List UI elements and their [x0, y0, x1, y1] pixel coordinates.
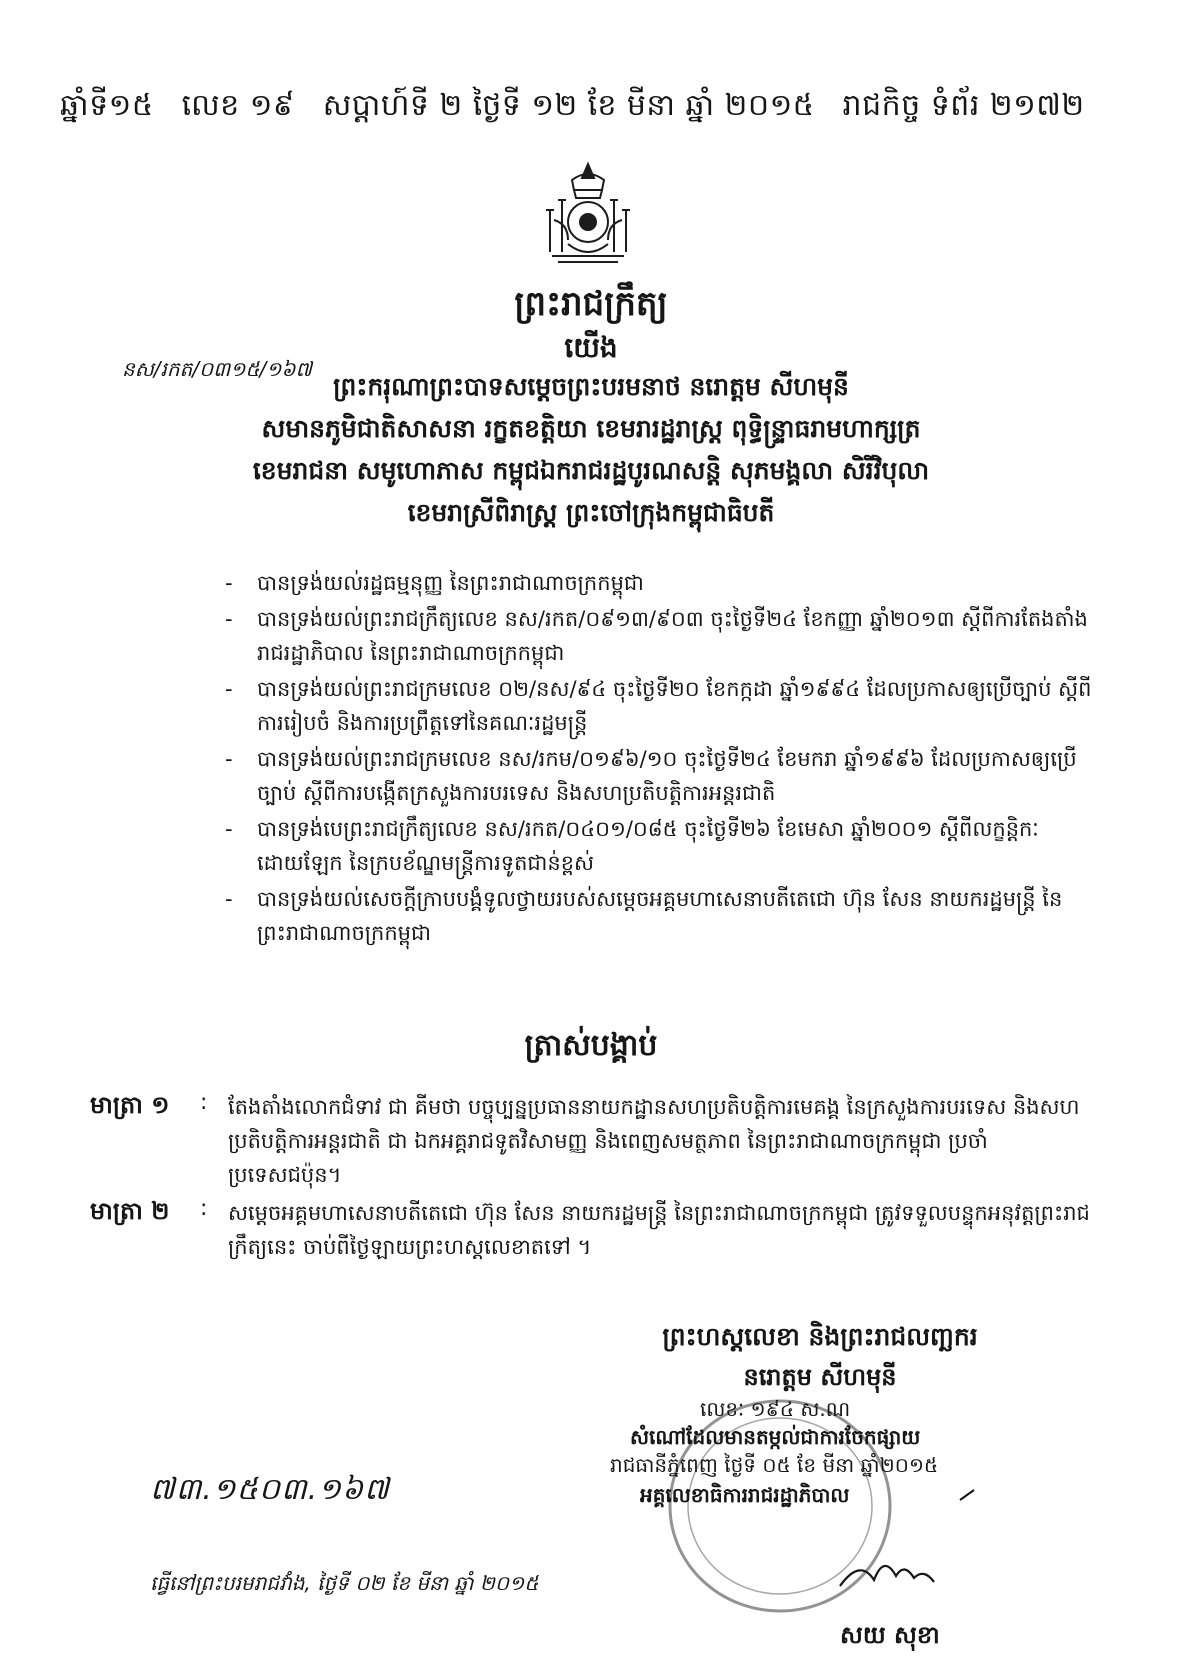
article-2: មាត្រា ២ : សម្តេចអគ្គមហាសេនាបតីតេជោ ហ៊ុន សែន នាយករដ្ឋមន្ត្រី នៃព្រះរាជាណាចក្រកម្ពុជា ត្រូវទទួលបន្ទុកអនុវត្តព្រះរាជក្រឹត្យនេះ ចាប់ពីថ្ងៃឡាយព្រះហស្តលេខាតទៅ ។	[90, 1196, 1100, 1264]
article-1-label: មាត្រា ១	[90, 1091, 170, 1119]
royal-signature-name: នរោត្តម សីហមុនី	[743, 1363, 897, 1391]
stamp-number: លេខៈ ១៩៤ ស.ណ	[700, 1397, 851, 1421]
decides-heading: ត្រាស់បង្គាប់	[524, 1028, 658, 1063]
gazette-issue: លេខ ១៩	[181, 88, 295, 123]
royal-title-line-1: ព្រះករុណាព្រះបាទសម្តេចព្រះបរមនាថ នរោត្តម សីហមុនី	[333, 372, 849, 401]
royal-emblem-icon	[528, 160, 648, 270]
gazette-year: ឆ្នាំទី១៥	[60, 88, 154, 123]
stamp-signer-name: សយ សុខា	[840, 1621, 940, 1649]
we-heading: យើង	[564, 331, 618, 364]
stamp-line-3: អគ្គលេខាធិការរាជរដ្ឋាភិបាល	[640, 1483, 850, 1507]
handwritten-registration-number: ៧៣.១៥០៣.១៦៧	[150, 1472, 390, 1507]
list-item: - បានទ្រង់យល់រដ្ឋធម្មនុញ្ញ នៃព្រះរាជាណាចក្រកម្ពុជា	[225, 571, 644, 595]
decree-reference-number: នស/រកត/០៣១៥/១៦៧	[122, 357, 312, 381]
royal-title-line-4: ខេមរាស្រីពិរាស្ត្រ ព្រះចៅក្រុងកម្ពុជាធិបតី	[407, 498, 775, 527]
gazette-week-date: សប្តាហ៍ទី ២ ថ្ងៃទី ១២ ខែ មីនា ឆ្នាំ ២០១៥	[322, 88, 815, 123]
article-1-text: តែងតាំងលោកជំទាវ ជា គីមថា បច្ចុប្បន្នប្រធាននាយកដ្ឋានសហប្រតិបត្តិការមេគង្គ នៃក្រសួងការបរទេស និងសហប្រតិបត្តិការអន្តរជាតិ ជា ឯកអគ្គរាជទូតវិសាមញ្ញ និងពេញសមត្ថភាព នៃព្រះរាជាណាចក្រកម្ពុជា ប្រចាំប្រទេសជប៉ុន។	[228, 1095, 1080, 1187]
list-item: - បានទ្រង់យល់ព្រះរាជក្រមលេខ នស/រកម/០១៩៦/១០ ចុះថ្ងៃទី២៤ ខែមករា ឆ្នាំ១៩៩៦ ដែលប្រកាសឲ្យប្រើច្បាប់ ស្តីពីការបង្កើតក្រសួងការបរទេស និងសហប្រតិបត្តិការអន្តរជាតិ	[225, 747, 1077, 805]
royal-signature-title: ព្រះហស្តលេខា និងព្រះរាជលញ្ឆករ	[662, 1322, 978, 1351]
article-2-label: មាត្រា ២	[90, 1197, 170, 1225]
stamp-line-1: សំណៅដែលមានតម្កល់ជាការចែកផ្សាយ	[630, 1425, 921, 1449]
list-item: - បានទ្រង់បេព្រះរាជក្រឹត្យលេខ នស/រកត/០៤០១/០៨៥ ចុះថ្ងៃទី២៦ ខែមេសា ឆ្នាំ២០០១ ស្តីពីលក្ខន្តិកៈដោយឡែក នៃក្របខ័ណ្ឌមន្ត្រីការទូតជាន់ខ្ពស់	[225, 817, 1039, 875]
article-2-text: សម្តេចអគ្គមហាសេនាបតីតេជោ ហ៊ុន សែន នាយករដ្ឋមន្ត្រី នៃព្រះរាជាណាចក្រកម្ពុជា ត្រូវទទួលបន្ទុកអនុវត្តព្រះរាជក្រឹត្យនេះ ចាប់ពីថ្ងៃឡាយព្រះហស្តលេខាតទៅ ។	[228, 1201, 1090, 1259]
acknowledgement-list	[225, 566, 1095, 952]
list-item: - បានទ្រង់យល់ព្រះរាជក្រឹត្យលេខ នស/រកត/០៩១៣/៩០៣ ចុះថ្ងៃទី២៤ ខែកញ្ញា ឆ្នាំ២០១៣ ស្តីពីការតែងតាំងរាជរដ្ឋាភិបាល នៃព្រះរាជាណាចក្រកម្ពុជា	[225, 607, 1088, 665]
gazette-page: រាជកិច្ច ទំព័រ ២១៧២	[842, 88, 1085, 123]
article-1: មាត្រា ១ : តែងតាំងលោកជំទាវ ជា គីមថា បច្ចុប្បន្នប្រធាននាយកដ្ឋានសហប្រតិបត្តិការមេគង្គ នៃក្រសួងការបរទេស និងសហប្រតិបត្តិការអន្តរជាតិ ជា ឯកអគ្គរាជទូតវិសាមញ្ញ និងពេញសមត្ថភាព នៃព្រះរាជាណាចក្រកម្ពុជា ប្រចាំប្រទេសជប៉ុន។	[90, 1090, 1100, 1192]
royal-title-line-2: សមានភូមិជាតិសាសនា រក្ខតខត្តិយា ខេមរារដ្ឋរាស្ត្រ ពុទ្ធិន្ទ្រាធរាមហាក្សត្រ	[261, 414, 921, 443]
list-item: - បានទ្រង់យល់សេចក្តីក្រាបបង្គំទូលថ្វាយរបស់សម្តេចអគ្គមហាសេនាបតីតេជោ ហ៊ុន សែន នាយករដ្ឋមន្ត្រី នៃព្រះរាជាណាចក្រកម្ពុជា	[225, 887, 1063, 945]
official-stamp	[610, 1396, 1080, 1626]
list-item: - បានទ្រង់យល់ព្រះរាជក្រមលេខ ០២/នស/៩៤ ចុះថ្ងៃទី២០ ខែកក្កដា ឆ្នាំ១៩៩៤ ដែលប្រកាសឲ្យប្រើច្បាប់ ស្តីពីការរៀបចំ និងការប្រព្រឹត្តទៅនៃគណៈរដ្ឋមន្ត្រី	[225, 677, 1092, 735]
stamp-line-2: រាជធានីភ្នំពេញ ថ្ងៃទី ០៥ ខែ មីនា ឆ្នាំ២០១៥	[610, 1453, 939, 1477]
royal-title-line-3: ខេមរាជនា សមូហោភាស កម្ពុជឯករាជរដ្ឋបូរណសន្តិ សុភមង្គលា សិរីវិបុលា	[252, 456, 930, 485]
decree-title: ព្រះរាជក្រឹត្យ	[514, 284, 668, 324]
done-at-line: ធ្វើនៅព្រះបរមរាជវាំង, ថ្ងៃទី ០២ ខែ មីនា ឆ្នាំ ២០១៥	[150, 1571, 539, 1595]
gazette-header	[60, 86, 1130, 130]
